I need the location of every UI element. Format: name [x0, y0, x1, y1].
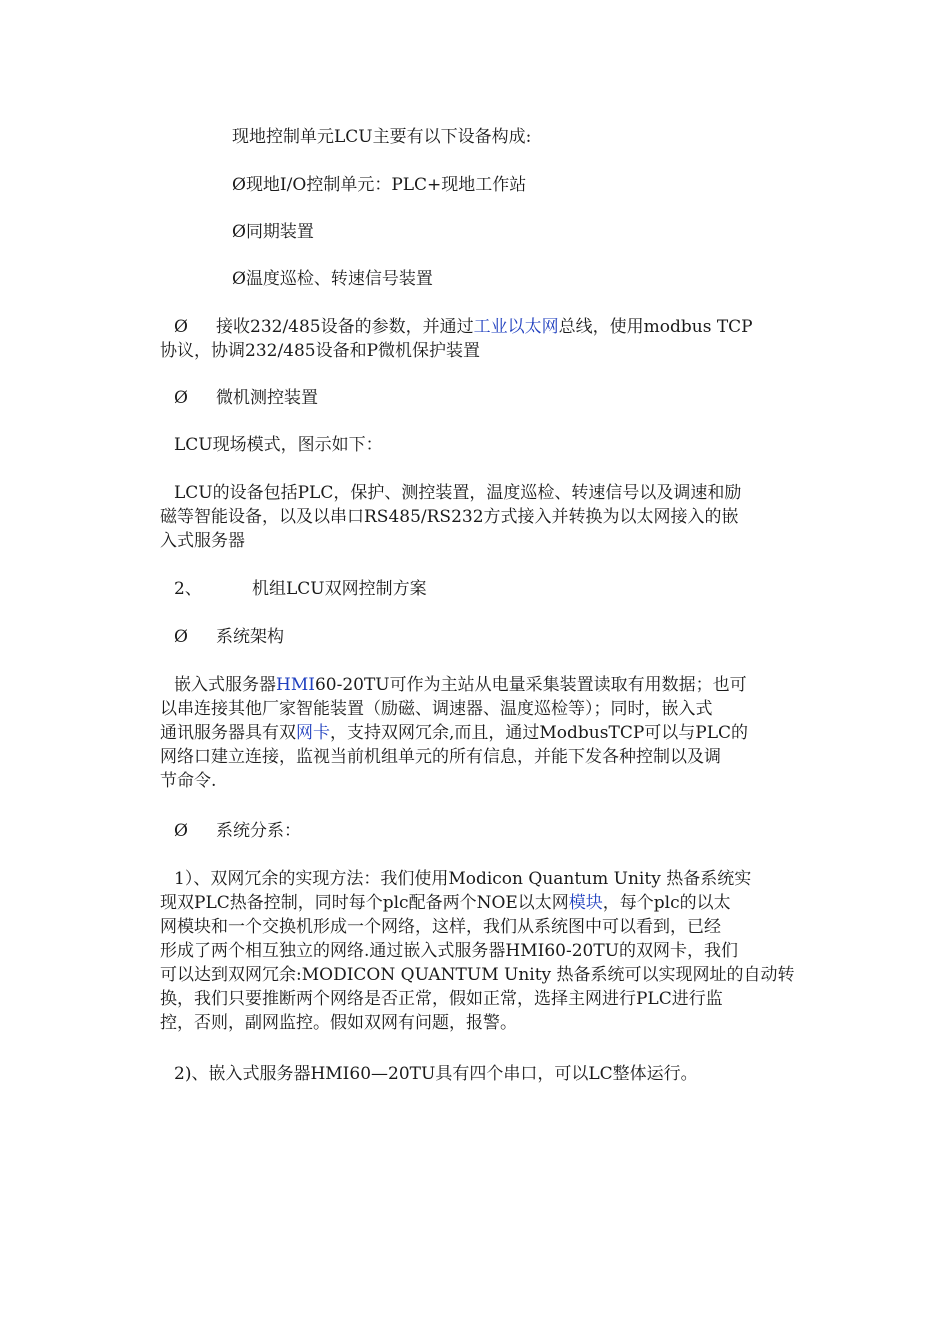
bullet: Ø [232, 175, 246, 195]
lcu-devices-line1: LCU的设备包括PLC，保护、测控装置，温度巡检、转速信号以及调速和励 [174, 483, 742, 503]
lcu-mode [160, 433, 800, 457]
serial-ports [160, 1062, 800, 1086]
bullet: Ø [174, 388, 188, 408]
item-receive-post: 总线，使用modbus TCP [558, 317, 753, 337]
lcu-intro: 现地控制单元LCU主要有以下设备构成: [232, 127, 532, 147]
embedded-line4: 网络口建立连接，监视当前机组单元的所有信息，并能下发各种控制以及调 [160, 747, 721, 767]
sub-item-io [232, 173, 872, 197]
item-micro [160, 386, 800, 410]
embedded-line3-post: ，支持双网冗余,而且，通过ModbusTCP可以与PLC的 [330, 723, 749, 743]
embedded-server-paragraph [160, 673, 800, 793]
redundancy-line2-pre: 现双PLC热备控制，同时每个plc配备两个NOE以太网 [160, 893, 569, 913]
bullet: Ø [174, 627, 188, 647]
redundancy-line1: 1）、双网冗余的实现方法：我们使用Modicon Quantum Unity 热备系统实 [174, 869, 752, 889]
industrial-ethernet-link[interactable]: 工业以太网 [473, 317, 559, 337]
bullet: Ø [174, 821, 188, 841]
section-2-heading [160, 577, 800, 601]
redundancy-line3: 网模块和一个交换机形成一个网络，这样，我们从系统图中可以看到，已经 [160, 917, 721, 937]
lcu-devices-line3: 入式服务器 [160, 531, 245, 551]
redundancy-line5: 可以达到双网冗余:MODICON QUANTUM Unity 热备系统可以实现网址的自动转 [160, 965, 795, 985]
bullet: Ø [174, 317, 188, 337]
redundancy-paragraph [160, 867, 800, 1035]
sub-item-text: 现地I/O控制单元：PLC+现地工作站 [245, 175, 527, 195]
section-number: 2、 [174, 579, 202, 599]
module-link[interactable]: 模块 [568, 893, 603, 913]
serial-ports-text: 2)、嵌入式服务器HMI60—20TU具有四个串口，可以LC整体运行。 [174, 1064, 698, 1084]
item-receive [160, 315, 800, 363]
redundancy-line7: 控，否则，副网监控。假如双网有问题，报警。 [160, 1013, 517, 1033]
embedded-line2: 以串连接其他厂家智能装置（励磁、调速器、温度巡检等）；同时，嵌入式 [160, 699, 713, 719]
embedded-line5: 节命令. [160, 771, 217, 791]
hmi-link[interactable]: HMI [276, 675, 315, 695]
sub-item-sync [232, 220, 872, 244]
embedded-pre: 嵌入式服务器 [174, 675, 276, 695]
lcu-devices [160, 481, 800, 553]
section-title: 机组LCU双网控制方案 [252, 579, 427, 599]
embedded-mid: 60-20TU可作为主站从电量采集装置读取有用数据；也可 [314, 675, 747, 695]
item-receive-pre: 接收232/485设备的参数，并通过 [216, 317, 474, 337]
sub-item-text: 温度巡检、转速信号装置 [245, 269, 433, 289]
system-split-text: 系统分系： [216, 821, 301, 841]
lcu-mode-text: LCU现场模式，图示如下： [174, 435, 383, 455]
network-card-link[interactable]: 网卡 [296, 723, 330, 743]
item-micro-text: 微机测控装置 [216, 388, 318, 408]
system-architecture-text: 系统架构 [216, 627, 284, 647]
system-split [160, 819, 800, 843]
lcu-devices-line2: 磁等智能设备，以及以串口RS485/RS232方式接入并转换为以太网接入的嵌 [160, 507, 739, 527]
redundancy-line4: 形成了两个相互独立的网络.通过嵌入式服务器HMI60-20TU的双网卡，我们 [160, 941, 739, 961]
redundancy-line6: 换，我们只要推断两个网络是否正常，假如正常，选择主网进行PLC进行监 [160, 989, 723, 1009]
item-receive-line2: 协议，协调232/485设备和P微机保护装置 [160, 341, 481, 361]
bullet: Ø [232, 269, 246, 289]
sub-item-temp [232, 267, 872, 291]
system-architecture [160, 625, 800, 649]
bullet: Ø [232, 222, 246, 242]
redundancy-line2-post: ，每个plc的以太 [602, 893, 731, 913]
embedded-line3-pre: 通讯服务器具有双 [160, 723, 296, 743]
sub-item-text: 同期装置 [245, 222, 314, 242]
